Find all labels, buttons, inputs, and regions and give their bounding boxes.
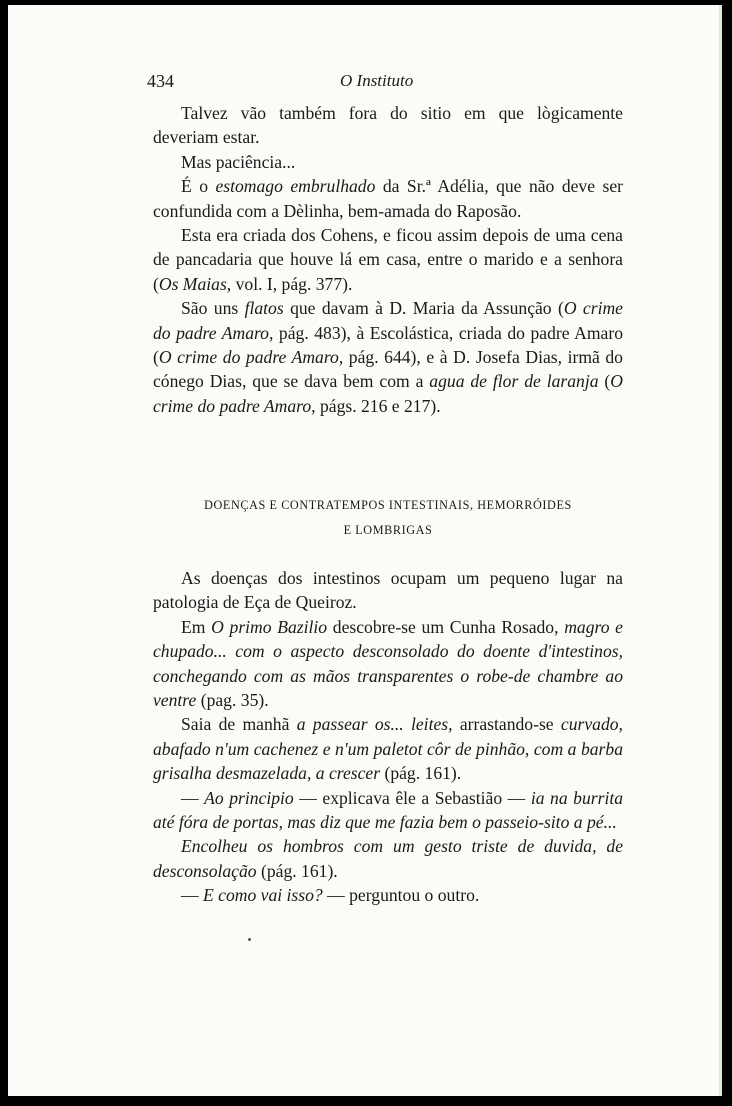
italic-run: agua de flor de laranja xyxy=(429,371,599,392)
italic-run: Encolheu os hombros com um gesto triste de duvida, de desconsolação xyxy=(153,836,623,881)
text-run: Esta era criada dos Cohens, e ficou assim depois de uma cena de pancadaria que houve lá em casa, entre o marido e a senhora ( xyxy=(153,225,623,294)
paragraph xyxy=(153,174,623,223)
italic-run: Ao principio xyxy=(204,787,294,808)
text-run: São uns xyxy=(181,298,245,319)
paragraph-text: As doenças dos intestinos ocupam um pequeno lugar na patologia de Eça de Queiroz. xyxy=(153,568,623,613)
section-heading-line-2: E LOMBRIGAS xyxy=(343,523,433,537)
italic-run: a passear os... leites, xyxy=(296,714,453,735)
text-run: arrastando-se xyxy=(452,714,561,735)
text-run: — xyxy=(181,885,203,906)
text-run: pág. 483), à Escolástica, criada do padre Amaro ( xyxy=(153,322,623,368)
italic-run: magro e chupado... com o aspecto desconsolado do doente d'intestinos, conchegando com as mãos transparentes o robe-de chambre ao ventre xyxy=(153,616,623,711)
paragraph xyxy=(153,150,623,174)
paragraph xyxy=(153,712,623,785)
italic-run: estomago embrulhado xyxy=(215,176,376,197)
paragraph xyxy=(153,223,623,296)
text-run: É o xyxy=(181,176,216,197)
section-1-body xyxy=(153,101,623,418)
book-page xyxy=(8,5,722,1096)
text-run: pág. 644), e à D. Josefa Dias, irmã do cónego Dias, que se dava bem com a xyxy=(153,347,623,392)
text-run: — xyxy=(181,787,205,808)
italic-run: curvado, abafado n'um cachenez e n'um paletot côr de pinhão, com a barba grisalha desmazelada, a crescer xyxy=(153,714,623,784)
italic-run: flatos xyxy=(244,298,284,319)
text-run: págs. 216 e 217). xyxy=(315,395,441,416)
paragraph xyxy=(153,566,623,615)
paragraph xyxy=(153,883,623,907)
page-number: 434 xyxy=(147,71,174,91)
text-run: descobre-se um Cunha Rosado, xyxy=(327,616,565,637)
running-title: O Instituto xyxy=(340,71,414,90)
section-2-body xyxy=(153,566,623,908)
paragraph-text: Talvez vão também fora do sitio em que lògicamente deveriam estar. xyxy=(153,103,623,148)
ink-speck xyxy=(248,938,251,941)
italic-run: E como vai isso? xyxy=(203,885,323,906)
italic-run: O crime do padre Amaro, xyxy=(153,298,623,343)
text-run: vol. I, pág. 377). xyxy=(231,273,353,294)
paragraph xyxy=(153,296,623,418)
italic-run: ia na burrita até fóra de portas, mas diz que me fazia bem o passeio-sito a pé... xyxy=(153,787,624,833)
italic-run: O crime do padre Amaro, xyxy=(153,371,623,416)
text-run: que davam à D. Maria da Assunção ( xyxy=(283,298,564,319)
italic-run: O crime do padre Amaro, xyxy=(158,347,344,368)
paragraph xyxy=(153,615,623,713)
paragraph xyxy=(153,786,623,835)
italic-run: O primo Bazilio xyxy=(211,616,328,637)
paragraph-text: Mas paciência... xyxy=(181,151,296,172)
text-run: Em xyxy=(181,616,212,637)
text-run: (pág. 161). xyxy=(256,860,338,881)
paragraph xyxy=(153,101,623,150)
text-run: da Sr.ª Adélia, que não deve ser confundida com a Dèlinha, bem-amada do Raposão. xyxy=(153,176,623,221)
paragraph xyxy=(153,834,623,883)
text-run: (pag. 35). xyxy=(196,690,269,711)
text-run: — explicava êle a Sebastião — xyxy=(293,787,531,808)
text-run: (pág. 161). xyxy=(380,763,462,784)
text-run: — perguntou o outro. xyxy=(322,885,480,906)
page-header xyxy=(8,63,722,93)
section-heading-line-1: DOENÇAS E CONTRATEMPOS INTESTINAIS, HEMORRÓIDES xyxy=(204,498,572,512)
italic-run: Os Maias, xyxy=(158,273,232,294)
text-run: ( xyxy=(598,371,611,392)
text-run: Saia de manhã xyxy=(181,714,297,735)
